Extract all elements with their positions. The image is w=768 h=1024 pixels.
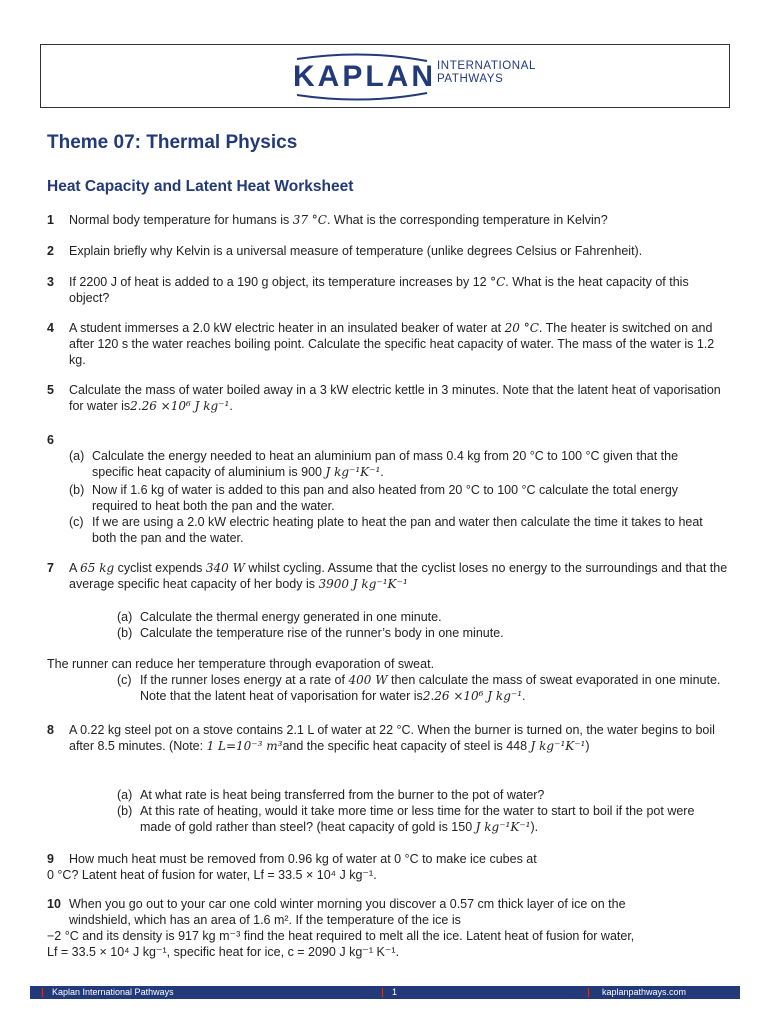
question-text: Normal body temperature for humans is 37 °C. What is the corresponding temperature in Kelvin? bbox=[69, 213, 608, 227]
question-text: Calculate the mass of water boiled away in a 3 kW electric kettle in 3 minutes. Note that the latent heat of vaporisation for water is2.26 ×10⁶ J kg⁻¹. bbox=[69, 383, 721, 413]
question-text: A 65 kg cyclist expends 340 W whilst cycling. Assume that the cyclist loses no energy to the surroundings and that the average specific heat capacity of her body is 3900 J kg⁻¹K⁻¹ bbox=[69, 561, 728, 591]
logo-word: KAPLAN bbox=[293, 60, 436, 93]
footer-divider bbox=[588, 988, 589, 997]
question-text: A 0.22 kg steel pot on a stove contains 2.1 L of water at 22 °C. When the burner is turned on, the water begins to boil after 8.5 minutes. (Note: 1 L=10⁻³ m³and the specific heat capacity of steel is 448 J kg⁻¹K⁻¹) bbox=[69, 723, 715, 753]
question-text-line1: When you go out to your car one cold winter morning you discover a 0.57 cm thick layer of ice on the bbox=[69, 897, 626, 911]
logo-line1: INTERNATIONAL bbox=[437, 60, 536, 72]
footer-divider bbox=[382, 988, 383, 997]
page-number: 1 bbox=[392, 987, 398, 997]
question-number: 6 bbox=[47, 433, 54, 447]
question-number: 2 bbox=[47, 244, 54, 258]
logo-subtitle bbox=[437, 60, 536, 86]
question-7-note: The runner can reduce her temperature through evaporation of sweat. bbox=[47, 657, 435, 671]
question-10-line4: Lf = 33.5 × 10⁴ J kg⁻¹, specific heat for ice, c = 2090 J kg⁻¹ K⁻¹. bbox=[47, 945, 400, 959]
question-number: 3 bbox=[47, 275, 54, 289]
question-number: 8 bbox=[47, 723, 54, 737]
question-10-line2: windshield, which has an area of 1.6 m². If the temperature of the ice is bbox=[69, 913, 461, 927]
question-text-line1: How much heat must be removed from 0.96 kg of water at 0 °C to make ice cubes at bbox=[69, 852, 537, 866]
footer-website: kaplanpathways.com bbox=[602, 987, 687, 997]
header-box bbox=[40, 44, 730, 108]
question-text: A student immerses a 2.0 kW electric heater in an insulated beaker of water at 20 °C. The heater is switched on and after 120 s the water reaches boiling point. Calculate the specific heat capacity of water. The mass of the water is 1.2 kg. bbox=[69, 321, 715, 367]
page-title: Theme 07: Thermal Physics bbox=[47, 132, 298, 153]
question-number: 4 bbox=[47, 321, 54, 335]
question-number: 7 bbox=[47, 561, 54, 575]
question-number: 1 bbox=[47, 213, 54, 227]
question-number: 5 bbox=[47, 383, 54, 397]
question-9-line2: 0 °C? Latent heat of fusion for water, Lf = 33.5 × 10⁴ J kg⁻¹. bbox=[47, 868, 377, 882]
question-text: If 2200 J of heat is added to a 190 g object, its temperature increases by 12 °C. What is the heat capacity of this object? bbox=[69, 275, 689, 305]
question-number: 10 bbox=[47, 897, 61, 911]
worksheet-subtitle: Heat Capacity and Latent Heat Worksheet bbox=[47, 178, 354, 195]
page-footer bbox=[30, 986, 740, 999]
question-text: Explain briefly why Kelvin is a universal measure of temperature (unlike degrees Celsius or Fahrenheit). bbox=[69, 244, 643, 258]
footer-divider bbox=[42, 988, 43, 997]
question-10-line3: −2 °C and its density is 917 kg m⁻³ find the heat required to melt all the ice. Latent heat of fusion for water, bbox=[47, 929, 635, 943]
footer-org: Kaplan International Pathways bbox=[52, 987, 174, 997]
logo-line2: PATHWAYS bbox=[437, 73, 504, 85]
question-number: 9 bbox=[47, 852, 54, 866]
